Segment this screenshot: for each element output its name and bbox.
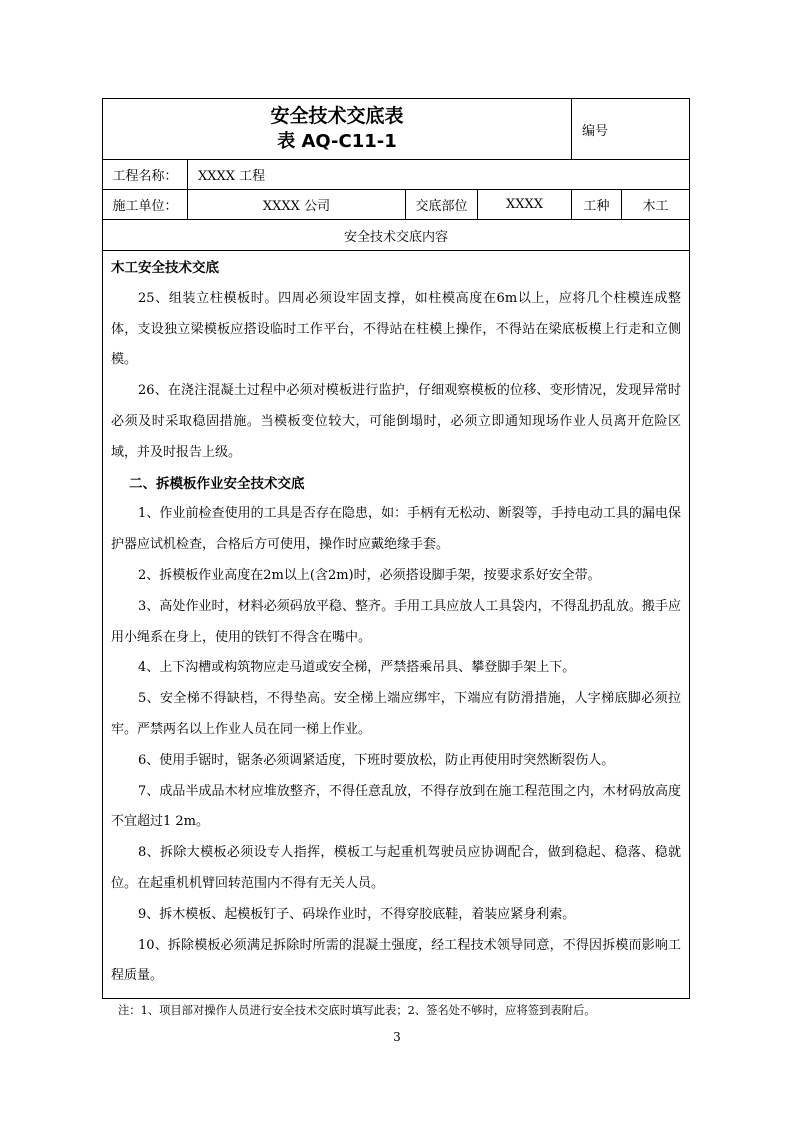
page-number: 3 xyxy=(393,1030,401,1044)
content-paragraph: 9、拆木模板、起模板钉子、码垛作业时，不得穿胶底鞋，着装应紧身利索。 xyxy=(138,906,576,922)
form-code: 表 AQ-C11-1 xyxy=(277,131,397,152)
number-label: 编号 xyxy=(582,123,609,139)
content-paragraph: 5、安全梯不得缺档，不得垫高。安全梯上端应绑牢，下端应有防滑措施，人字梯底脚必须拉牢。严禁两名以上作业人员在同一梯上作业。 xyxy=(111,691,682,737)
content-paragraph: 8、拆除大模板必须设专人指挥，模板工与起重机驾驶员应协调配合，做到稳起、稳落、稳就位。在起重机机臂回转范围内不得有无关人员。 xyxy=(111,845,682,891)
content-paragraph: 26、在浇注混凝土过程中必须对模板进行监护，仔细观察模板的位移、变形情况，发现异常时必须及时采取稳固措施。当模板变位较大，可能倒塌时，必须立即通知现场作业人员离开危险区域，并及时报告上级。 xyxy=(111,383,682,460)
trade-value[interactable]: 木工 xyxy=(622,190,690,220)
number-cell xyxy=(572,99,690,160)
content-paragraph: 3、高处作业时，材料必须码放平稳、整齐。手用工具应放人工具袋内，不得乱扔乱放。搬手应用小绳系在身上，使用的铁钉不得含在嘴中。 xyxy=(111,598,682,645)
content-paragraph: 7、成品半成品木材应堆放整齐，不得任意乱放，不得存放到在施工程范围之内，木材码放高度不宜超过1 2m。 xyxy=(111,783,682,830)
construction-unit-value[interactable]: XXXX 公司 xyxy=(188,190,406,220)
content-paragraph: 1、作业前检查使用的工具是否存在隐患，如：手柄有无松动、断裂等，手持电动工具的漏电保护器应试机检查，合格后方可使用，操作时应戴绝缘手套。 xyxy=(111,506,682,553)
briefing-content xyxy=(103,251,690,999)
content-paragraph: 6、使用手锯时，锯条必须调紧适度，下班时要放松，防止再使用时突然断裂伤人。 xyxy=(138,752,615,768)
trade-label: 工种 xyxy=(572,190,622,220)
briefing-part-label: 交底部位 xyxy=(406,190,478,220)
section-heading: 二、拆模板作业安全技术交底 xyxy=(129,475,305,492)
content-paragraph: 4、上下沟槽或构筑物应走马道或安全梯，严禁搭乘吊具、攀登脚手架上下。 xyxy=(138,660,576,676)
footer-note: 注：1、项目部对操作人员进行安全技术交底时填写此表；2、签名处不够时，应将签到表附后。 xyxy=(118,1004,596,1017)
section-heading: 木工安全技术交底 xyxy=(111,260,219,276)
briefing-part-value[interactable]: XXXX xyxy=(478,190,572,220)
content-paragraph: 25、组装立柱模板时。四周必须设牢固支撑，如柱模高度在6m以上，应将几个柱模连成整体，支设独立梁模板应搭设临时工作平台，不得站在柱模上操作，不得站在梁底板模上行走和立侧模。 xyxy=(111,290,682,368)
content-paragraph: 2、拆模板作业高度在2m以上(含2m)时，必须搭设脚手架，按要求系好安全带。 xyxy=(138,567,601,583)
title-cell xyxy=(103,99,572,160)
content-heading: 安全技术交底内容 xyxy=(103,220,690,251)
project-name-value[interactable]: XXXX 工程 xyxy=(188,160,690,190)
form-title: 安全技术交底表 xyxy=(270,105,404,127)
safety-briefing-form xyxy=(102,98,689,999)
construction-unit-label: 施工单位： xyxy=(103,190,188,220)
content-paragraph: 10、拆除模板必须满足拆除时所需的混凝土强度，经工程技术领导同意，不得因拆模而影响工程质量。 xyxy=(111,937,682,984)
form-table xyxy=(102,98,690,999)
project-name-label: 工程名称： xyxy=(103,160,188,190)
